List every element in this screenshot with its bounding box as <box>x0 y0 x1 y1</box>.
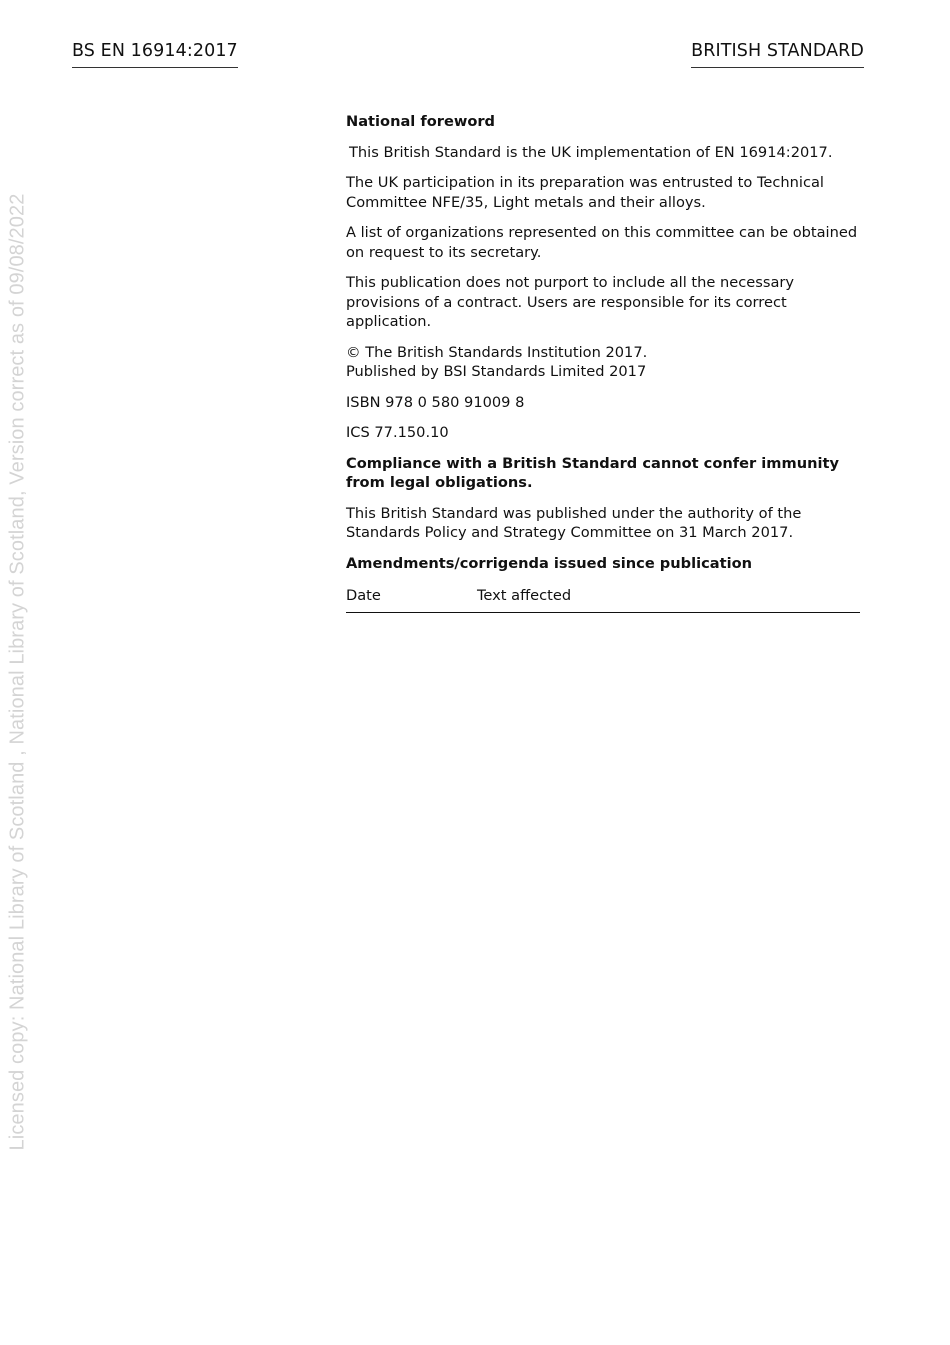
column-header-text-affected: Text affected <box>477 584 860 612</box>
isbn-line: ISBN 978 0 580 91009 8 <box>346 393 525 411</box>
copyright-line: © The British Standards Institution 2017. <box>346 343 648 361</box>
publisher-line: Published by BSI Standards Limited 2017 <box>346 363 647 380</box>
contract-disclaimer: This publication does not purport to include all the necessary provisions of a contract. Users are responsible for its correct application. <box>346 274 795 330</box>
license-watermark: Licensed copy: National Library of Scotland , National Library of Scotland, Version correct as of 09/08/2022 <box>6 193 29 1151</box>
implementation-statement: This British Standard is the UK implementation of EN 16914:2017. <box>349 143 833 161</box>
national-foreword <box>346 112 860 613</box>
organizations-statement: A list of organizations represented on this committee can be obtained on request to its secretary. <box>346 224 858 261</box>
document-number: BS EN 16914:2017 <box>72 39 238 68</box>
column-header-date: Date <box>346 584 477 612</box>
copyright-block <box>346 343 860 382</box>
foreword-title: National foreword <box>346 113 496 130</box>
participation-statement: The UK participation in its preparation was entrusted to Technical Committee NFE/35, Light metals and their alloys. <box>346 174 824 211</box>
compliance-statement: Compliance with a British Standard cannot confer immunity from legal obligations. <box>346 454 839 491</box>
authority-statement: This British Standard was published under the authority of the Standards Policy and Strategy Committee on 31 March 2017. <box>346 504 802 541</box>
standard-series-label: BRITISH STANDARD <box>691 39 864 68</box>
amendments-header-row <box>346 584 860 612</box>
amendments-table <box>346 584 860 613</box>
ics-line: ICS 77.150.10 <box>346 424 449 441</box>
amendments-heading: Amendments/corrigenda issued since publication <box>346 554 752 572</box>
